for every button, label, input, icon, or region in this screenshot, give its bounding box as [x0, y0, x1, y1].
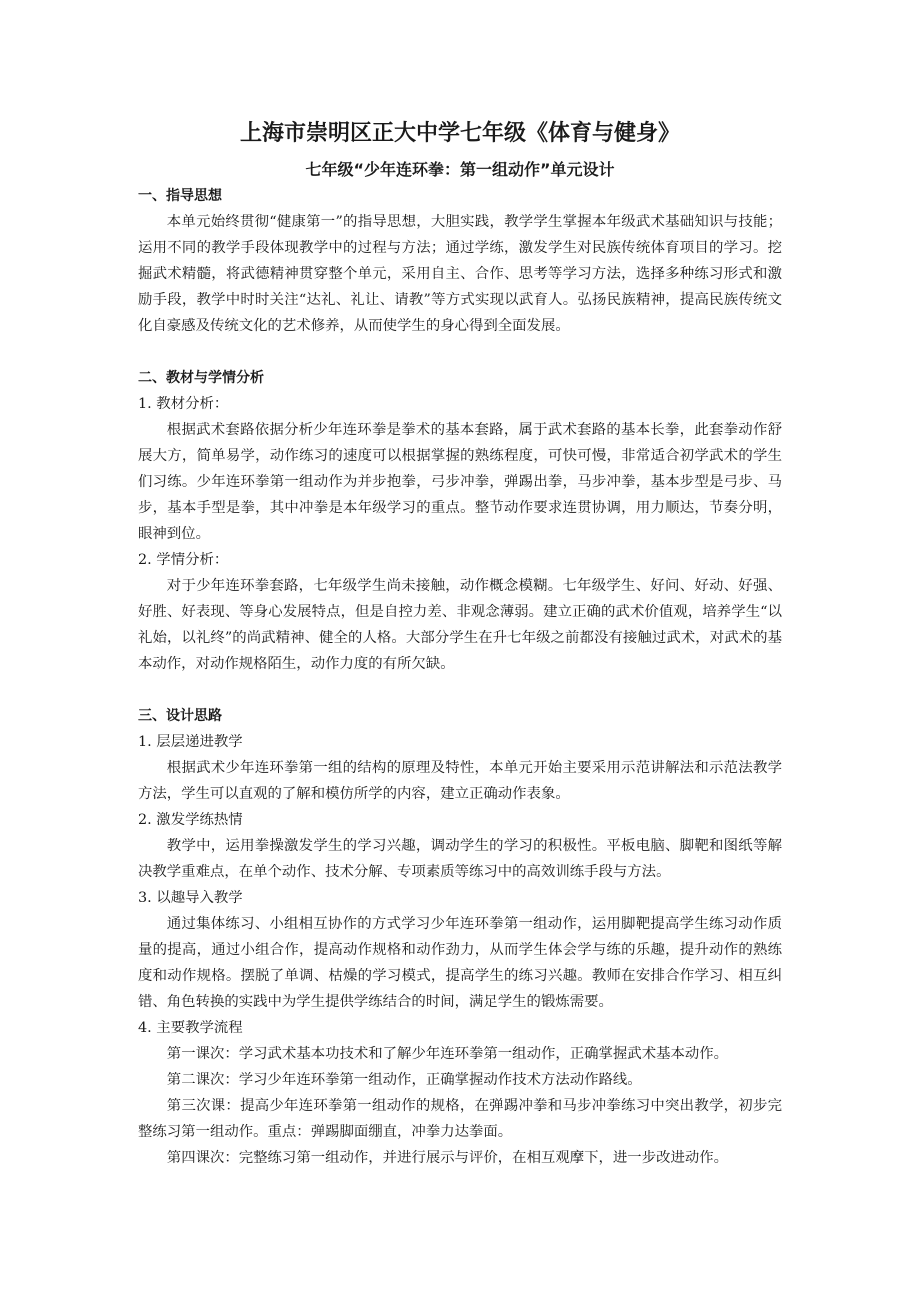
document-title: 上海市崇明区正大中学七年级《体育与健身》: [239, 121, 680, 146]
teaching-flow-lesson-3: 第三次课：提高少年连环拳第一组动作的规格，在弹踢冲拳和马步冲拳练习中突出教学，初步完整练习第一组动作。重点：弹踢脚面绷直，冲拳力达拳面。: [138, 1098, 782, 1140]
section-heading-design-ideas: 三、设计思路: [138, 708, 222, 724]
student-analysis-paragraph: 对于少年连环拳套路，七年级学生尚未接触，动作概念模糊。七年级学生、好问、好动、好强、好胜、好表现、等身心发展特点，但是自控力差、非观念薄弱。建立正确的武术价值观，培养学生“以礼始，以礼终”的尚武精神、健全的人格。大部分学生在升七年级之前都没有接触过武术，对武术的基本动作，对动作规格陌生，动作力度的有所欠缺。: [138, 578, 782, 672]
guiding-ideology-paragraph: 本单元始终贯彻“健康第一”的指导思想，大胆实践，教学学生掌握本年级武术基础知识与技能；运用不同的教学手段体现教学中的过程与方法；通过学练，激发学生对民族传统体育项目的学习。挖掘武术精髓，将武德精神贯穿整个单元，采用自主、合作、思考等学习方法，选择多种练习形式和激励手段，教学中时时关注“达礼、礼让、请教”等方式实现以武育人。弘扬民族精神，提高民族传统文化自豪感及传统文化的艺术修养，从而使学生的身心得到全面发展。: [138, 214, 782, 334]
section-spacer: [138, 677, 782, 703]
progressive-teaching-paragraph: 根据武术少年连环拳第一组的结构的原理及特性，本单元开始主要采用示范讲解法和示范法教学方法，学生可以直观的了解和模仿所学的内容，建立正确动作表象。: [138, 760, 782, 802]
subsection-label-progressive-teaching: 1. 层层递进教学: [138, 734, 243, 750]
interest-teaching-paragraph: 通过集体练习、小组相互协作的方式学习少年连环拳第一组动作，运用脚靶提高学生练习动作质量的提高，通过小组合作，提高动作规格和动作劲力，从而学生体会学与练的乐趣，提升动作的熟练度和动作规格。摆脱了单调、枯燥的学习模式，提高学生的练习兴趣。教师在安排合作学习、相互纠错、角色转换的实践中为学生提供学练结合的时间，满足学生的锻炼需要。: [138, 916, 782, 1010]
teaching-flow-lesson-1: 第一课次：学习武术基本功技术和了解少年连环拳第一组动作，正确掌握武术基本动作。: [166, 1046, 729, 1062]
section-heading-analysis: 二、教材与学情分析: [138, 370, 264, 386]
section-heading-guiding-ideology: 一、指导思想: [138, 188, 222, 204]
subsection-label-interest-teaching: 3. 以趣导入教学: [138, 890, 243, 906]
subsection-label-teaching-flow: 4. 主要教学流程: [138, 1020, 243, 1036]
subsection-label-student-analysis: 2. 学情分析：: [138, 552, 229, 568]
material-analysis-paragraph: 根据武术套路依据分析少年连环拳是拳术的基本套路，属于武术套路的基本长拳，此套拳动作舒展大方，简单易学，动作练习的速度可以根据掌握的熟练程度，可快可慢，非常适合初学武术的学生们习练。少年连环拳第一组动作为并步抱拳，弓步冲拳，弹踢出拳，马步冲拳，基本步型是弓步、马步，基本手型是拳，其中冲拳是本年级学习的重点。整节动作要求连贯协调，用力顺达，节奏分明，眼神到位。: [138, 422, 782, 542]
subsection-label-stimulate-enthusiasm: 2. 激发学练热情: [138, 812, 243, 828]
subsection-label-material-analysis: 1. 教材分析：: [138, 396, 229, 412]
section-spacer: [138, 339, 782, 365]
stimulate-enthusiasm-paragraph: 教学中，运用拳操激发学生的学习兴趣，调动学生的学习的积极性。平板电脑、脚靶和图纸等解决教学重难点，在单个动作、技术分解、专项素质等练习中的高效训练手段与方法。: [138, 838, 782, 880]
document-subtitle: 七年级“少年连环拳：第一组动作”单元设计: [305, 160, 615, 179]
teaching-flow-lesson-2: 第二课次：学习少年连环拳第一组动作，正确掌握动作技术方法动作路线。: [166, 1072, 642, 1088]
teaching-flow-lesson-4: 第四课次：完整练习第一组动作，并进行展示与评价，在相互观摩下，进一步改进动作。: [166, 1150, 729, 1166]
document-body: [138, 183, 782, 1171]
